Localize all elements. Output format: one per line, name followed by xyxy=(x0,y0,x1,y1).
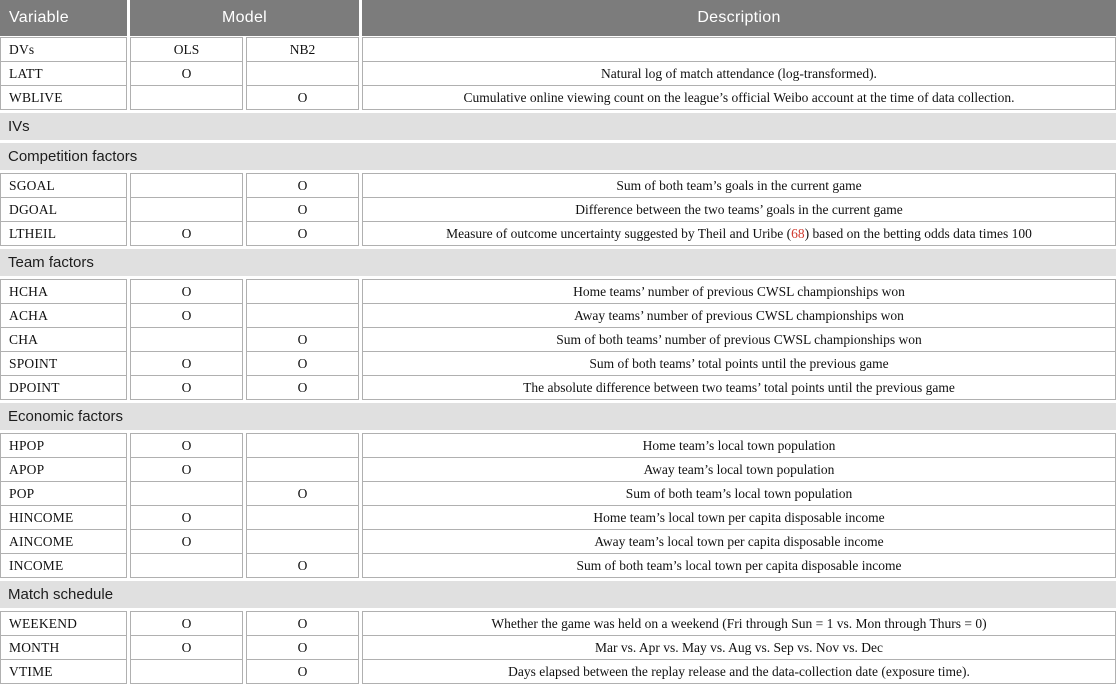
table-row xyxy=(0,505,1116,530)
description-text: Measure of outcome uncertainty suggested by Theil and Uribe ( xyxy=(446,225,792,241)
ols-cell xyxy=(130,553,243,578)
variable-cell: POP xyxy=(0,481,127,506)
section-row xyxy=(0,113,1116,140)
nb2-cell xyxy=(246,279,359,304)
description-cell xyxy=(362,659,1116,684)
nb2-cell: O xyxy=(246,173,359,198)
description-text: Whether the game was held on a weekend (Fri through Sun = 1 vs. Mon through Thurs = 0) xyxy=(491,615,987,631)
section-row xyxy=(0,403,1116,430)
description-cell xyxy=(362,279,1116,304)
description-cell xyxy=(362,505,1116,530)
section-row xyxy=(0,249,1116,276)
ols-cell: O xyxy=(130,457,243,482)
ols-cell xyxy=(130,327,243,352)
section-label: Match schedule xyxy=(8,586,114,603)
ols-cell xyxy=(130,85,243,110)
description-text: Away team’s local town per capita disposable income xyxy=(594,533,884,549)
table-header xyxy=(0,0,1116,36)
description-cell xyxy=(362,197,1116,222)
nb2-cell xyxy=(246,61,359,86)
variable-cell: ACHA xyxy=(0,303,127,328)
section-label: Team factors xyxy=(8,254,94,271)
table-row xyxy=(0,221,1116,246)
table-row xyxy=(0,433,1116,458)
description-text: Natural log of match attendance (log-transformed). xyxy=(601,65,877,81)
description-text: ) based on the betting odds data times 100 xyxy=(804,225,1032,241)
description-text: Home teams’ number of previous CWSL championships won xyxy=(573,283,905,299)
nb2-cell: O xyxy=(246,481,359,506)
description-cell xyxy=(362,611,1116,636)
section-label: Economic factors xyxy=(8,408,124,425)
description-cell xyxy=(362,173,1116,198)
section-row xyxy=(0,143,1116,170)
citation-number: 68 xyxy=(791,225,805,241)
description-cell xyxy=(362,433,1116,458)
description-text: Sum of both teams’ number of previous CWSL championships won xyxy=(556,331,922,347)
description-cell xyxy=(362,85,1116,110)
variable-cell: VTIME xyxy=(0,659,127,684)
table-row xyxy=(0,529,1116,554)
nb2-cell: O xyxy=(246,611,359,636)
description-text: Away team’s local town population xyxy=(643,461,835,477)
table-row xyxy=(0,197,1116,222)
ols-cell: O xyxy=(130,375,243,400)
description-text: Sum of both team’s local town per capita disposable income xyxy=(576,557,902,573)
ols-cell: O xyxy=(130,351,243,376)
header-variable: Variable xyxy=(0,0,127,36)
variable-cell: LATT xyxy=(0,61,127,86)
nb2-cell: O xyxy=(246,635,359,660)
variable-cell: DPOINT xyxy=(0,375,127,400)
description-cell xyxy=(362,529,1116,554)
description-cell xyxy=(362,635,1116,660)
description-cell xyxy=(362,553,1116,578)
description-text: Home team’s local town population xyxy=(642,437,836,453)
variable-cell: LTHEIL xyxy=(0,221,127,246)
nb2-cell: O xyxy=(246,221,359,246)
description-text: Sum of both team’s goals in the current game xyxy=(616,177,862,193)
variable-cell: APOP xyxy=(0,457,127,482)
table-row xyxy=(0,279,1116,304)
description-text: Cumulative online viewing count on the league’s official Weibo account at the time of data collection. xyxy=(463,89,1015,105)
table-row xyxy=(0,635,1116,660)
nb2-cell: O xyxy=(246,351,359,376)
variable-cell: DGOAL xyxy=(0,197,127,222)
nb2-cell xyxy=(246,505,359,530)
table-row xyxy=(0,457,1116,482)
table-body xyxy=(0,37,1116,684)
ols-cell xyxy=(130,197,243,222)
section-label: IVs xyxy=(8,118,30,135)
nb2-cell: O xyxy=(246,327,359,352)
variable-cell: HCHA xyxy=(0,279,127,304)
variable-cell: WEEKEND xyxy=(0,611,127,636)
ols-cell: O xyxy=(130,61,243,86)
ols-cell: O xyxy=(130,303,243,328)
table-row xyxy=(0,61,1116,86)
description-cell xyxy=(362,351,1116,376)
section-label: Competition factors xyxy=(8,148,138,165)
description-text: Days elapsed between the replay release and the data-collection date (exposure time). xyxy=(508,663,970,679)
ols-cell: O xyxy=(130,635,243,660)
description-cell xyxy=(362,303,1116,328)
description-text: Sum of both team’s local town population xyxy=(625,485,853,501)
nb2-cell: O xyxy=(246,375,359,400)
variable-cell: INCOME xyxy=(0,553,127,578)
nb2-cell: O xyxy=(246,659,359,684)
ols-cell xyxy=(130,659,243,684)
ols-cell: O xyxy=(130,529,243,554)
table-row xyxy=(0,611,1116,636)
ols-cell xyxy=(130,173,243,198)
nb2-cell: O xyxy=(246,553,359,578)
description-text: Mar vs. Apr vs. May vs. Aug vs. Sep vs. Nov vs. Dec xyxy=(595,639,883,655)
table-row xyxy=(0,659,1116,684)
table-row xyxy=(0,85,1116,110)
ols-cell: O xyxy=(130,611,243,636)
table-row xyxy=(0,37,1116,62)
variable-cell: MONTH xyxy=(0,635,127,660)
ols-cell: O xyxy=(130,279,243,304)
nb2-cell: O xyxy=(246,197,359,222)
description-cell xyxy=(362,61,1116,86)
variable-cell: HINCOME xyxy=(0,505,127,530)
ols-cell: O xyxy=(130,221,243,246)
description-cell xyxy=(362,327,1116,352)
ols-cell: O xyxy=(130,505,243,530)
variable-cell: AINCOME xyxy=(0,529,127,554)
description-text: Home team’s local town per capita disposable income xyxy=(593,509,885,525)
table-row xyxy=(0,481,1116,506)
header-model: Model xyxy=(130,0,359,36)
nb2-cell xyxy=(246,303,359,328)
ols-cell: OLS xyxy=(130,37,243,62)
nb2-cell xyxy=(246,433,359,458)
table-row xyxy=(0,173,1116,198)
nb2-cell xyxy=(246,529,359,554)
table-row xyxy=(0,553,1116,578)
section-row xyxy=(0,581,1116,608)
description-cell xyxy=(362,37,1116,62)
table-row xyxy=(0,375,1116,400)
description-text: The absolute difference between two teams’ total points until the previous game xyxy=(523,379,955,395)
table-row xyxy=(0,303,1116,328)
description-text: Difference between the two teams’ goals in the current game xyxy=(575,201,903,217)
variable-cell: DVs xyxy=(0,37,127,62)
variable-cell: SPOINT xyxy=(0,351,127,376)
description-cell xyxy=(362,481,1116,506)
description-text: Sum of both teams’ total points until the previous game xyxy=(589,355,889,371)
variable-cell: WBLIVE xyxy=(0,85,127,110)
ols-cell: O xyxy=(130,433,243,458)
nb2-cell xyxy=(246,457,359,482)
variable-cell: CHA xyxy=(0,327,127,352)
table-row xyxy=(0,327,1116,352)
description-text: Away teams’ number of previous CWSL championships won xyxy=(574,307,904,323)
nb2-cell: NB2 xyxy=(246,37,359,62)
description-cell xyxy=(362,457,1116,482)
variable-cell: SGOAL xyxy=(0,173,127,198)
ols-cell xyxy=(130,481,243,506)
nb2-cell: O xyxy=(246,85,359,110)
variable-cell: HPOP xyxy=(0,433,127,458)
header-description: Description xyxy=(362,0,1116,36)
description-cell xyxy=(362,375,1116,400)
description-cell xyxy=(362,221,1116,246)
table-row xyxy=(0,351,1116,376)
